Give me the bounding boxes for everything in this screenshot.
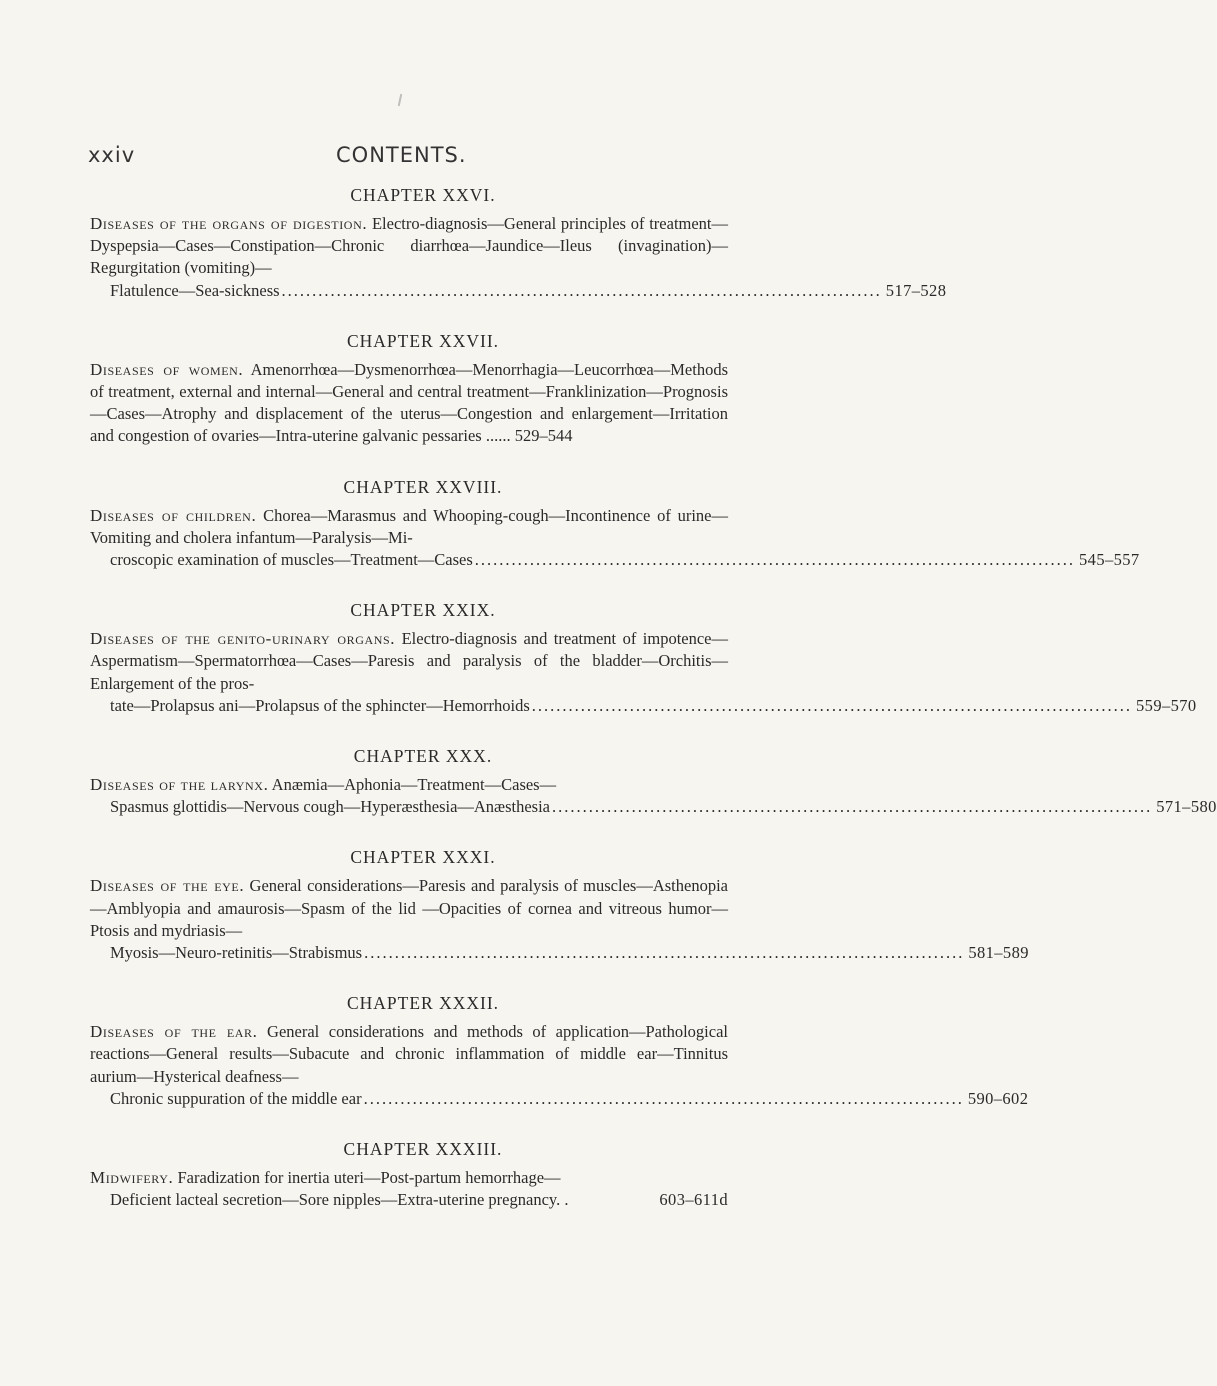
- chapter-heading: CHAPTER XXIX.: [350, 600, 496, 621]
- chapter-last-line: [90, 1088, 1029, 1110]
- chapter-xxviii: [90, 475, 1140, 572]
- chapter-topics: Chorea—Marasmus and Whooping-cough—Incontinence of urine—Vomiting and cholera infantum—Paralysis—Mi-: [90, 505, 729, 547]
- chapter-entry: [90, 505, 1140, 572]
- chapter-topics-end: tate—Prolapsus ani—Prolapsus of the sphincter—Hemorrhoids: [110, 695, 530, 715]
- chapter-heading: CHAPTER XXX.: [353, 746, 493, 767]
- chapter-topics-end: Chronic suppuration of the middle ear: [110, 1088, 362, 1108]
- contents-list: [90, 183, 1217, 1238]
- dot-leader: ..................................................................................................: [363, 1088, 964, 1108]
- page-number: xxiv: [88, 143, 136, 167]
- page-range: 559–570: [1136, 695, 1197, 715]
- chapter-topics: Electro-diagnosis—General principles of treatment—Dyspepsia—Cases—Constipation—Chronic diarrhœa—Jaundice—Ileus (invagination)—Regurgitation (vomiting)—: [90, 214, 729, 278]
- dot-leader: ......: [481, 426, 515, 446]
- chapter-xxix: [90, 598, 1197, 717]
- page-range: 545–557: [1079, 550, 1140, 570]
- chapter-subject: Diseases of the ear.: [90, 1022, 258, 1042]
- chapter-topics-end: croscopic examination of muscles—Treatment—Cases: [110, 550, 473, 570]
- chapter-subject: Diseases of the genito-urinary organs.: [90, 629, 396, 649]
- chapter-topics-end: Flatulence—Sea-sickness: [110, 280, 280, 300]
- running-header: [88, 143, 728, 171]
- page-title: CONTENTS.: [336, 143, 467, 167]
- chapter-topics: Anæmia—Aphonia—Treatment—Cases—: [271, 775, 557, 795]
- chapter-topics: Faradization for inertia uteri—Post-partum hemorrhage—: [177, 1168, 561, 1188]
- chapter-xxxi: [90, 845, 1029, 964]
- chapter-topics-end: Myosis—Neuro-retinitis—Strabismus: [110, 943, 363, 963]
- chapter-last-line: [90, 1189, 728, 1211]
- chapter-topics: General considerations—Paresis and paralysis of muscles—Asthenopia—Amblyopia and amaurosis—Spasm of the lid —Opacities of cornea and vitreous humor—Ptosis and mydriasis—: [90, 876, 728, 940]
- chapter-last-line: [90, 695, 1197, 717]
- page-range: 581–589: [968, 943, 1029, 963]
- chapter-last-line: [90, 942, 1029, 964]
- page-speck: [398, 94, 402, 106]
- chapter-heading: CHAPTER XXXI.: [350, 847, 496, 868]
- chapter-heading: CHAPTER XXVIII.: [343, 476, 503, 497]
- chapter-entry: [90, 213, 947, 302]
- chapter-subject: Diseases of women.: [90, 359, 244, 379]
- chapter-entry: [90, 1021, 1029, 1110]
- dot-leader: ..................................................................................................: [551, 797, 1153, 817]
- chapter-subject: Diseases of children.: [90, 505, 257, 525]
- chapter-heading: CHAPTER XXVI.: [350, 185, 496, 205]
- chapter-topics-end: Spasmus glottidis—Nervous cough—Hyperæsthesia—Anæsthesia: [110, 797, 550, 817]
- chapter-subject: Diseases of the larynx.: [90, 775, 269, 795]
- page-range: 571–580: [1156, 797, 1217, 817]
- chapter-entry: [90, 1167, 728, 1211]
- page-range: 517–528: [885, 280, 947, 300]
- chapter-xxvii: [90, 329, 728, 448]
- chapter-xxxii: [90, 991, 1029, 1110]
- dot-leader: ..................................................................................................: [531, 695, 1133, 715]
- chapter-entry: [90, 774, 1217, 818]
- chapter-last-line: [90, 796, 1217, 818]
- page-range: 529–544: [514, 426, 573, 446]
- chapter-last-line: [90, 549, 1140, 571]
- chapter-heading: CHAPTER XXXII.: [346, 993, 500, 1014]
- dot-leader: ..................................................................................................: [281, 280, 882, 300]
- chapter-entry: [90, 875, 1029, 964]
- page-range: 603–611d: [659, 1190, 728, 1210]
- chapter-heading: CHAPTER XXVII.: [346, 330, 500, 351]
- chapter-entry: [90, 359, 728, 448]
- dot-leader: ..................................................................................................: [364, 943, 965, 963]
- chapter-xxvi: [90, 183, 947, 302]
- chapter-entry: [90, 628, 1197, 717]
- chapter-topics-end: Deficient lacteal secretion—Sore nipples—Extra-uterine pregnancy. .: [110, 1190, 569, 1210]
- chapter-subject: Diseases of the eye.: [90, 876, 245, 896]
- dot-leader: ..................................................................................................: [474, 550, 1076, 570]
- chapter-subject: Midwifery.: [90, 1168, 174, 1188]
- chapter-topics: General considerations and methods of application—Pathological reactions—General results—Subacute and chronic inflammation of middle ear—Tinnitus aurium—Hysterical deafness—: [90, 1022, 728, 1086]
- chapter-subject: Diseases of the organs of digestion.: [90, 214, 368, 233]
- chapter-topics: Amenorrhœa—Dysmenorrhœa—Menorrhagia—Leucorrhœa—Methods of treatment, external and internal—General and central treatment—Franklinization—Prognosis—Cases—Atrophy and displacement of the uterus—Congestion and enlargement—Irritation and congestion of ovaries—Intra-uterine galvanic pessaries: [90, 359, 729, 446]
- chapter-xxx: [90, 744, 1217, 818]
- page-range: 590–602: [967, 1088, 1029, 1108]
- chapter-topics: Electro-diagnosis and treatment of impotence—Aspermatism—Spermatorrhœa—Cases—Paresis and paralysis of the bladder—Orchitis—Enlargement of the pros-: [90, 629, 728, 693]
- chapter-xxxiii: [90, 1137, 728, 1211]
- chapter-heading: CHAPTER XXXIII.: [343, 1139, 503, 1160]
- chapter-last-line: [90, 280, 947, 302]
